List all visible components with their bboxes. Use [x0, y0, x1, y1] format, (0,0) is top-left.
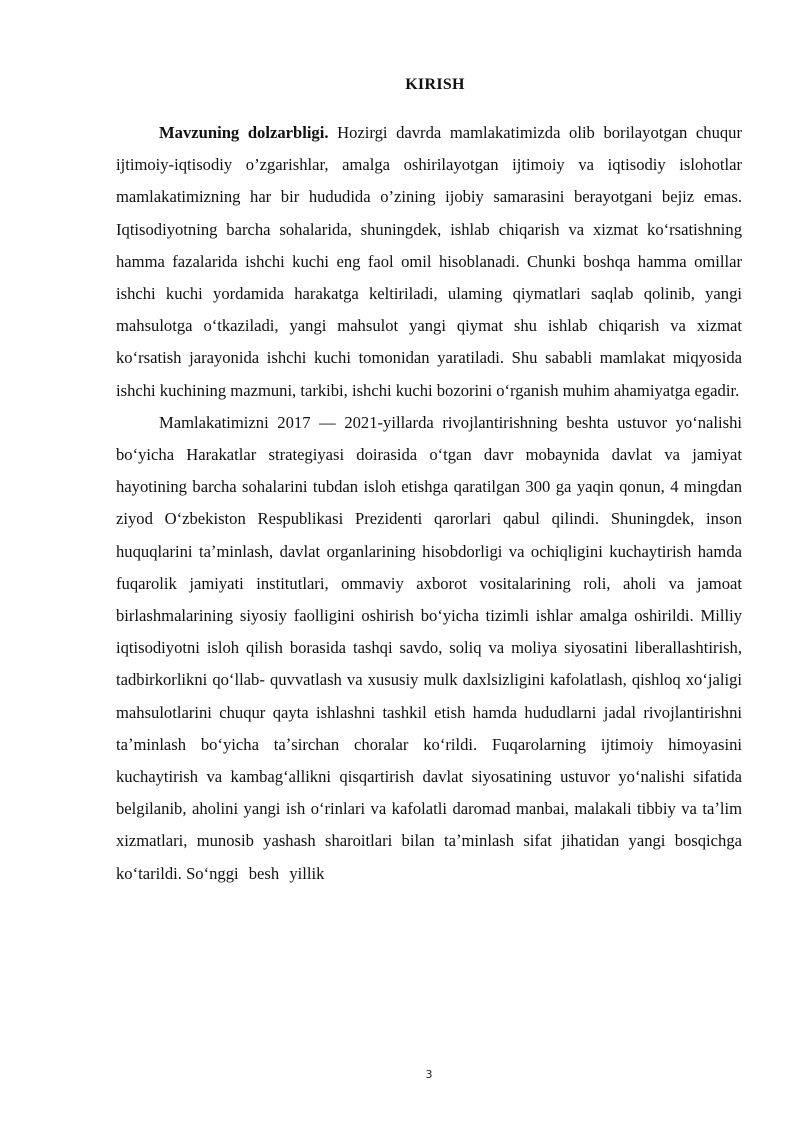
paragraph-tail: Soʻnggi besh yillik [186, 863, 325, 883]
page-number: 3 [425, 1068, 433, 1081]
paragraph-relevance [116, 117, 742, 407]
paragraph-text: Mamlakatimizni 2017 — 2021-yillarda rivojlantirishning beshta ustuvor yoʻnalishi boʻyicha Harakatlar strategiyasi doirasida oʻtgan davr mobaynida davlat va jamiyat hayotining barcha sohalarini tubdan isloh etishga qaratilgan 300 ga yaqin qonun, 4 mingdan ziyod Oʻzbekiston Respublikasi Prezidenti qarorlari qabul qilindi. Shuningdek, inson huquqlarini taʼminlash, davlat organlarining hisobdorligi va ochiqligini kuchaytirish hamda fuqarolik jamiyati institutlari, ommaviy axborot vositalarining roli, aholi va jamoat birlashmalarining siyosiy faolligini oshirish boʻyicha tizimli ishlar amalga oshirildi. Milliy iqtisodiyotni isloh qilish borasida tashqi savdo, soliq va moliya siyosatini liberallashtirish, tadbirkorlikni qoʻllab- quvvatlash va xususiy mulk daxlsizligini kafolatlash, qishloq xoʻjaligi mahsulotlarini chuqur qayta ishlashni tashkil etish hamda hududlarni jadal rivojlantirishni taʼminlash boʻyicha taʼsirchan choralar koʻrildi. Fuqarolarning ijtimoiy himoyasini kuchaytirish va kambagʻallikni qisqartirish davlat siyosatining ustuvor yoʻnalishi sifatida belgilanib, aholini yangi ish oʻrinlari va kafolatli daromad manbai, malakali tibbiy va taʼlim xizmatlari, munosib yashash sharoitlari bilan taʼminlash sifat jihatidan yangi bosqichga koʻtarildi. [116, 412, 742, 883]
paragraph-text: Hozirgi davrda mamlakatimizda olib borilayotgan chuqur ijtimoiy-iqtisodiy o’zgarishlar, amalga oshirilayotgan ijtimoiy va iqtisodiy islohotlar mamlakatimizning har bir hududida o’zining ijobiy samarasini berayotgani bejiz emas. Iqtisodiyotning barcha sohalarida, shuningdek, ishlab chiqarish va xizmat koʻrsatishning hamma fazalarida ishchi kuchi eng faol omil hisoblanadi. Chunki boshqa hamma omillar ishchi kuchi yordamida harakatga keltiriladi, ulaming qiymatlari saqlab qolinib, yangi mahsulotga oʻtkaziladi, yangi mahsulot yangi qiymat shu ishlab chiqarish va xizmat koʻrsatish jarayonida ishchi kuchi tomonidan yaratiladi. Shu sababli mamlakat miqyosida ishchi kuchining mazmuni, tarkibi, ishchi kuchi bozorini oʻrganish muhim ahamiyatga egadir. [116, 123, 743, 400]
page-title: KIRISH [405, 76, 465, 93]
paragraph-strategy [116, 407, 742, 890]
paragraph-lead: Mavzuning dolzarbligi. [159, 123, 329, 142]
body-text [116, 117, 742, 890]
